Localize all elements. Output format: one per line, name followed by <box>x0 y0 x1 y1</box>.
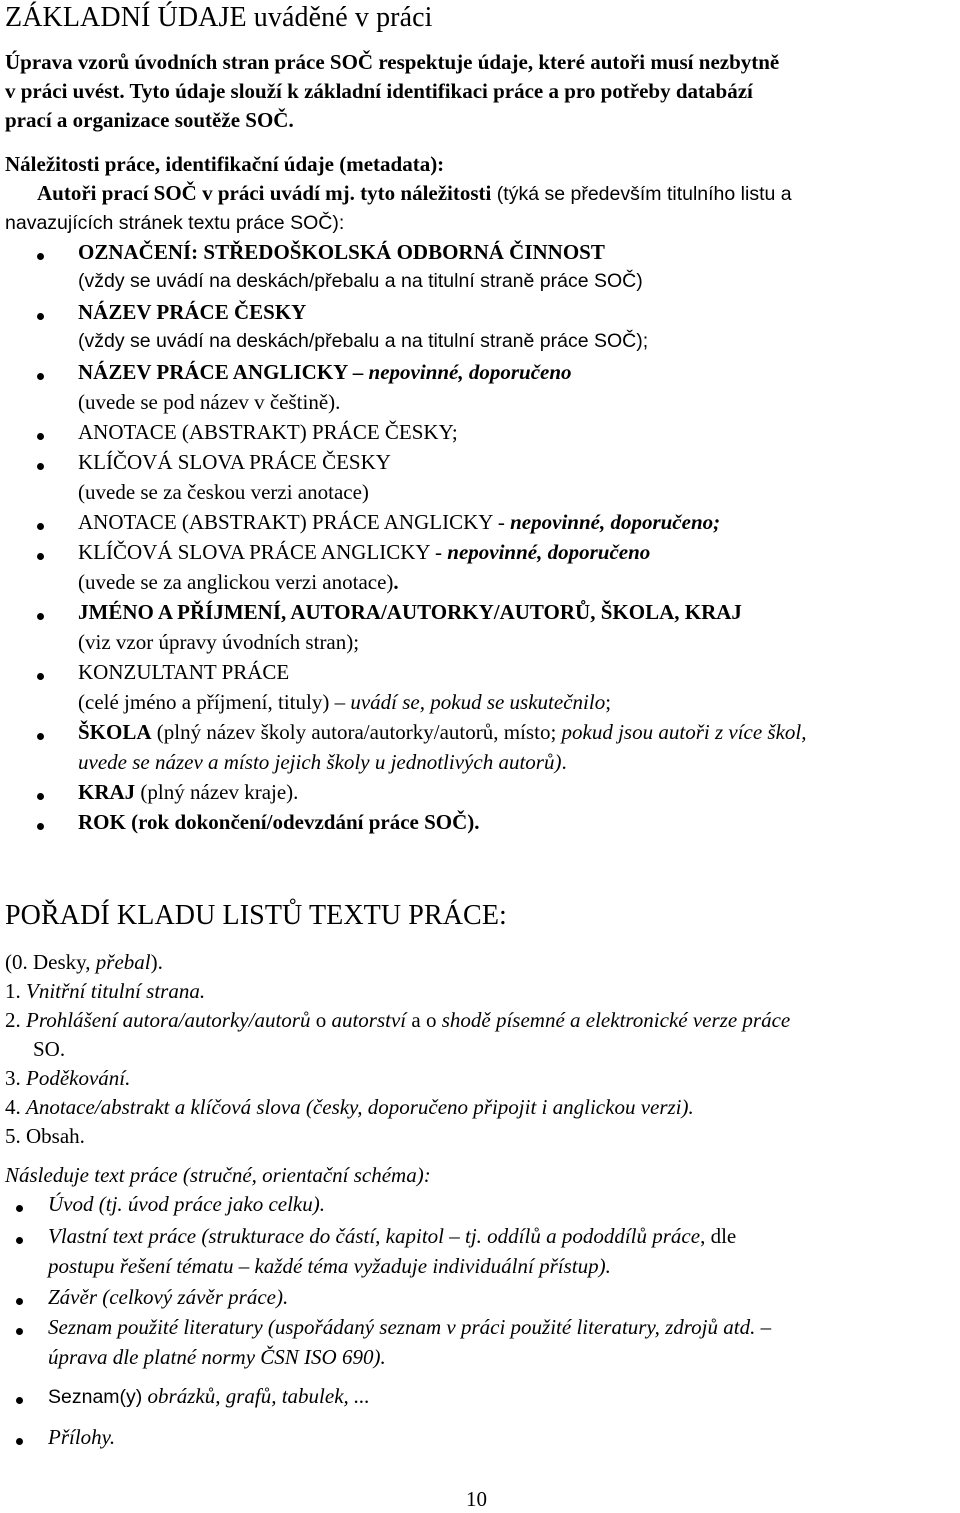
order-text-italic: shodě písemné a elektronické verze práce <box>441 1008 791 1032</box>
item-klic-en <box>78 540 650 565</box>
item-nazev-en-label: NÁZEV PRÁCE ANGLICKY – <box>78 360 364 384</box>
item-konzultant-note-end: ; <box>605 690 612 714</box>
item-anotace-en <box>78 510 720 535</box>
order-text-italic: Vnitřní titulní strana. <box>26 979 206 1003</box>
item-skola-note-italic: pokud jsou autoři z více škol, <box>556 720 807 744</box>
order-text-italic: Prohlášení autora/autorky/autorů <box>20 1008 311 1032</box>
bullet-vlastni-end: , dle <box>700 1224 737 1248</box>
order-num: (0. <box>5 950 28 974</box>
item-skola-note: (plný název školy autora/autorky/autorů, místo; <box>151 720 557 744</box>
item-rok: ROK (rok dokončení/odevzdání práce SOČ). <box>78 810 480 834</box>
intro-line-2: v práci uvést. Tyto údaje slouží k základní identifikaci práce a pro potřeby databází <box>5 79 753 103</box>
order-text: Obsah. <box>20 1124 85 1148</box>
item-oznaceni-note: (vždy se uvádí na deskách/přebalu a na titulní straně práce SOČ) <box>78 270 643 292</box>
order-text: a o <box>406 1008 442 1032</box>
item-nazev-cz-note: (vždy se uvádí na deskách/přebalu a na titulní straně práce SOČ); <box>78 330 649 352</box>
order-text: o <box>310 1008 332 1032</box>
bullet-icon <box>16 1397 23 1404</box>
bullet-icon <box>37 463 44 470</box>
section2-heading: POŘADÍ KLADU LISTŮ TEXTU PRÁCE: <box>5 900 507 931</box>
item-skola <box>78 720 807 745</box>
bullet-prilohy: Přílohy. <box>48 1425 116 1449</box>
item-klic-en-note-end: . <box>393 570 399 594</box>
item-klic-en-label: KLÍČOVÁ SLOVA PRÁCE ANGLICKY - <box>78 540 443 564</box>
order-item-2-line2: SO. <box>33 1037 66 1061</box>
item-klic-en-note <box>78 570 399 595</box>
bullet-icon <box>37 673 44 680</box>
item-anotace-en-label: ANOTACE (ABSTRAKT) PRÁCE ANGLICKY - <box>78 510 505 534</box>
item-jmeno: JMÉNO A PŘÍJMENÍ, AUTORA/AUTORKY/AUTORŮ, ŠKOLA, KRAJ <box>78 600 742 624</box>
item-anotace-cz: ANOTACE (ABSTRAKT) PRÁCE ČESKY; <box>78 420 458 444</box>
bullet-icon <box>16 1438 23 1445</box>
item-anotace-en-optional: nepovinné, doporučeno; <box>504 510 721 534</box>
bullet-seznam-line2: úprava dle platné normy ČSN ISO 690). <box>48 1345 386 1369</box>
order-text: Desky, <box>27 950 96 974</box>
item-skola-line2 <box>78 750 567 775</box>
bullet-icon <box>37 553 44 560</box>
bullet-icon <box>37 613 44 620</box>
order-item-3 <box>5 1066 130 1091</box>
item-kraj-label: KRAJ <box>78 780 136 804</box>
item-klic-cz: KLÍČOVÁ SLOVA PRÁCE ČESKY <box>78 450 391 474</box>
item-nazev-cz: NÁZEV PRÁCE ČESKY <box>78 300 307 324</box>
order-text-italic: přebal <box>95 950 151 974</box>
order-text-italic: Anotace/abstrakt a klíčová slova (česky, doporučeno připojit i anglickou verzi). <box>26 1095 694 1119</box>
item-konzultant: KONZULTANT PRÁCE <box>78 660 290 684</box>
item-klic-en-optional: nepovinné, doporučeno <box>442 540 651 564</box>
bullet-icon <box>37 793 44 800</box>
order-text-italic: autorství <box>331 1008 407 1032</box>
bullet-obrazky <box>48 1384 370 1409</box>
order-item-0 <box>5 950 163 975</box>
bullet-icon <box>16 1328 23 1335</box>
intro-line-1: Úprava vzorů úvodních stran práce SOČ respektuje údaje, které autoři musí nezbytně <box>5 50 780 74</box>
bullet-obrazky-italic: obrázků, grafů, tabulek, ... <box>142 1384 370 1408</box>
metadata-lead <box>37 181 792 206</box>
bullet-icon <box>37 733 44 740</box>
item-skola-line2-end: . <box>561 750 567 774</box>
item-jmeno-note: (viz vzor úpravy úvodních stran); <box>78 630 360 654</box>
bullet-icon <box>16 1298 23 1305</box>
item-klic-en-note-text: (uvede se za anglickou verzi anotace) <box>78 570 394 594</box>
bullet-vlastni-line2: postupu řešení tématu – každé téma vyžaduje individuální přístup). <box>48 1254 611 1278</box>
order-num: 3. <box>5 1066 21 1090</box>
bullet-icon <box>16 1205 23 1212</box>
item-kraj-note: (plný název kraje). <box>135 780 299 804</box>
order-num: 1. <box>5 979 21 1003</box>
item-kraj <box>78 780 298 805</box>
order-item-1 <box>5 979 205 1004</box>
bullet-icon <box>37 373 44 380</box>
intro-line-3: prací a organizace soutěže SOČ. <box>5 108 294 132</box>
item-konzultant-note-text: (celé jméno a příjmení, tituly) – <box>78 690 346 714</box>
order-item-2 <box>5 1008 790 1033</box>
bullet-vlastni <box>48 1224 736 1249</box>
page-number: 10 <box>466 1487 487 1511</box>
order-text-italic: Poděkování. <box>26 1066 131 1090</box>
item-klic-cz-note: (uvede se za českou verzi anotace) <box>78 480 369 504</box>
item-konzultant-note <box>78 690 611 715</box>
order-item-4 <box>5 1095 694 1120</box>
bullet-seznam: Seznam použité literatury (uspořádaný seznam v práci použité literatury, zdrojů atd. – <box>48 1315 772 1339</box>
bullet-icon <box>37 523 44 530</box>
order-num: 5. <box>5 1124 21 1148</box>
bullet-icon <box>37 823 44 830</box>
item-skola-label: ŠKOLA <box>78 720 152 744</box>
bullet-icon <box>37 313 44 320</box>
metadata-lead-bold: Autoři prací SOČ v práci uvádí mj. tyto náležitosti <box>37 181 492 205</box>
metadata-heading: Náležitosti práce, identifikační údaje (metadata): <box>5 152 445 176</box>
order-num: 4. <box>5 1095 21 1119</box>
bullet-icon <box>37 253 44 260</box>
item-nazev-en-optional: nepovinné, doporučeno <box>363 360 572 384</box>
section-heading: ZÁKLADNÍ ÚDAJE uváděné v práci <box>5 2 433 33</box>
bullet-obrazky-text: Seznam(y) <box>48 1386 143 1408</box>
follows-text: Následuje text práce (stručné, orientační schéma): <box>5 1163 431 1187</box>
item-skola-line2-italic: uvede se název a místo jejich školy u jednotlivých autorů) <box>78 750 562 774</box>
item-nazev-en <box>78 360 572 385</box>
bullet-vlastni-italic: Vlastní text práce (strukturace do částí, kapitol – tj. oddílů a pododdílů práce <box>48 1224 701 1248</box>
bullet-icon <box>16 1237 23 1244</box>
order-text-end: ). <box>150 950 163 974</box>
metadata-lead-rest: (týká se především titulního listu a <box>491 183 792 205</box>
item-nazev-en-note: (uvede se pod název v češtině). <box>78 390 341 414</box>
metadata-lead-line2: navazujících stránek textu práce SOČ): <box>5 212 345 234</box>
bullet-uvod: Úvod (tj. úvod práce jako celku). <box>48 1192 325 1216</box>
order-item-5 <box>5 1124 85 1149</box>
item-oznaceni: OZNAČENÍ: STŘEDOŠKOLSKÁ ODBORNÁ ČINNOST <box>78 240 605 264</box>
order-num: 2. <box>5 1008 21 1032</box>
bullet-zaver: Závěr (celkový závěr práce). <box>48 1285 289 1309</box>
item-konzultant-note-italic: uvádí se, pokud se uskutečnilo <box>345 690 606 714</box>
bullet-icon <box>37 433 44 440</box>
